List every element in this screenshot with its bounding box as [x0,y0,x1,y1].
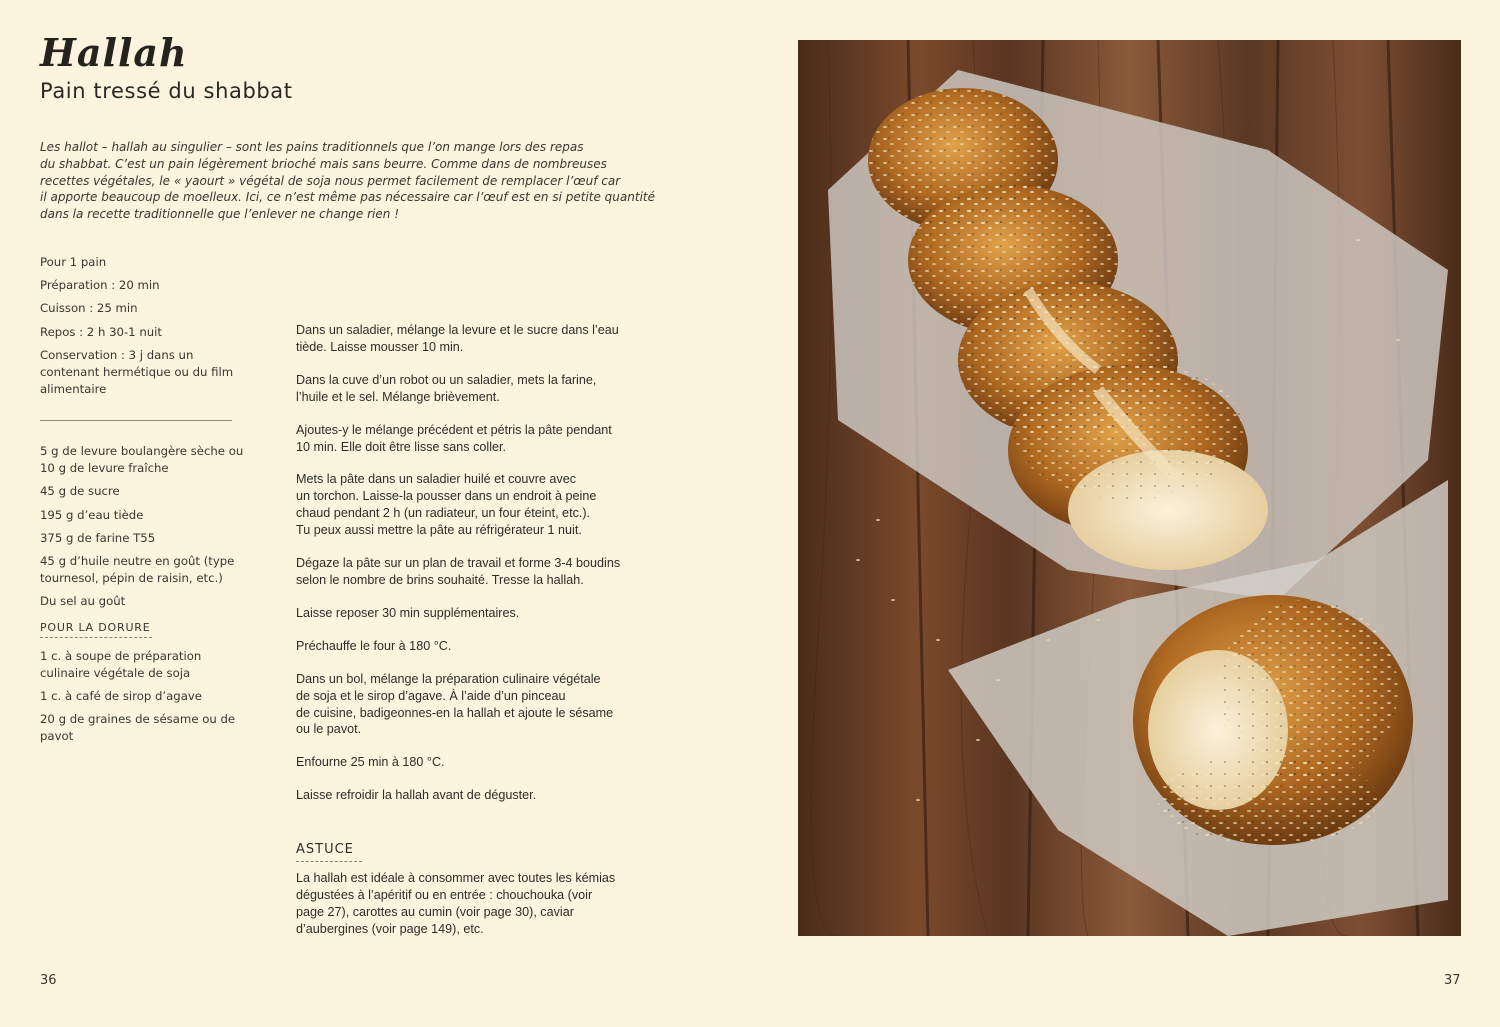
step-1 [296,322,676,356]
step-line: 10 min. Elle doit être lisse sans coller. [296,439,506,454]
recipe-meta [40,254,240,404]
intro-line: recettes végétales, le « yaourt » végétal de soja nous permet facilement de remplacer l’œuf car [40,173,621,188]
step-line: ou le pavot. [296,722,362,737]
ingredient-item: 5 g de levure boulangère sèche ou 10 g de levure fraîche [40,444,244,476]
divider [40,420,232,421]
ingredient-item: Du sel au goût [40,594,126,609]
bread-photo [798,40,1461,936]
preparation-time: Préparation : 20 min [40,278,160,293]
step-line: Préchauffe le four à 180 °C. [296,638,452,653]
step-line: Ajoutes-y le mélange précédent et pétris la pâte pendant [296,422,612,437]
step-9 [296,754,676,771]
bread-slice [1133,595,1413,845]
step-10 [296,787,676,804]
intro-line: il apporte beaucoup de moelleux. Ici, ce n’est même pas nécessaire car l’œuf est en si petite quantité [40,190,655,205]
step-line: selon le nombre de brins souhaité. Tresse la hallah. [296,572,584,587]
tip-line: d’aubergines (voir page 149), etc. [296,921,484,936]
step-line: Tu peux aussi mettre la pâte au réfrigérateur 1 nuit. [296,523,582,538]
step-line: un torchon. Laisse-la pousser dans un endroit à peine [296,489,597,504]
tip-line: page 27), carottes au cumin (voir page 30), caviar [296,904,574,919]
dashed-divider [40,637,152,638]
servings: Pour 1 pain [40,255,107,269]
step-line: Laisse reposer 30 min supplémentaires. [296,605,520,620]
step-5 [296,555,676,589]
recipe-steps [296,322,676,820]
intro-paragraph [40,139,680,223]
step-8 [296,671,676,739]
step-line: de soja et le sirop d’agave. À l’aide d’un pinceau [296,688,566,703]
cooking-time: Cuisson : 25 min [40,301,138,316]
step-6 [296,605,676,622]
tip-line: dégustées à l’apéritif ou en entrée : chouchouka (voir [296,887,593,902]
dorure-item: 1 c. à café de sirop d’agave [40,689,202,704]
conservation: Conservation : 3 j dans un contenant hermétique ou du film alimentaire [40,347,234,397]
tip-text [296,870,676,938]
recipe-title: Hallah [40,30,188,75]
tip-line: La hallah est idéale à consommer avec toutes les kémias [296,871,616,885]
step-line: Laisse refroidir la hallah avant de déguster. [296,788,537,803]
step-line: Mets la pâte dans un saladier huilé et couvre avec [296,472,577,487]
ingredient-item: 195 g d’eau tiède [40,507,144,522]
step-line: Dans la cuve d’un robot ou un saladier, mets la farine, [296,372,597,387]
ingredients-list [40,443,245,752]
step-line: de cuisine, badigeonnes-en la hallah et ajoute le sésame [296,705,614,720]
ingredient-item: 45 g d’huile neutre en goût (type tournesol, pépin de raisin, etc.) [40,554,235,586]
dorure-item: 20 g de graines de sésame ou de pavot [40,712,236,744]
step-3 [296,422,676,456]
ingredient-item: 375 g de farine T55 [40,530,156,545]
rest-time: Repos : 2 h 30-1 nuit [40,324,162,339]
step-line: tiède. Laisse mousser 10 min. [296,339,464,354]
page-number-right: 37 [1444,973,1461,988]
step-line: Dégaze la pâte sur un plan de travail et forme 3-4 boudins [296,556,621,571]
recipe-subtitle: Pain tressé du shabbat [40,79,293,103]
step-7 [296,638,676,655]
step-4 [296,471,676,539]
dorure-item: 1 c. à soupe de préparation culinaire végétale de soja [40,648,202,680]
dashed-divider [296,861,362,862]
page-number-left: 36 [40,973,57,988]
step-line: Dans un bol, mélange la préparation culinaire végétale [296,671,601,686]
intro-line: Les hallot – hallah au singulier – sont les pains traditionnels que l’on mange lors des repas [40,140,584,154]
intro-line: dans la recette traditionnelle que l’enlever ne change rien ! [40,207,399,222]
dorure-heading: POUR LA DORURE [40,620,151,634]
step-line: Enfourne 25 min à 180 °C. [296,755,445,770]
step-line: Dans un saladier, mélange la levure et le sucre dans l’eau [296,323,619,337]
tip-box [296,842,676,938]
intro-line: du shabbat. C’est un pain légèrement brioché mais sans beurre. Comme dans de nombreuses [40,156,607,171]
step-2 [296,372,676,406]
step-line: chaud pendant 2 h (un radiateur, un four éteint, etc.). [296,506,591,521]
step-line: l’huile et le sel. Mélange brièvement. [296,389,500,404]
ingredient-item: 45 g de sucre [40,484,120,499]
tip-heading: ASTUCE [296,842,354,857]
